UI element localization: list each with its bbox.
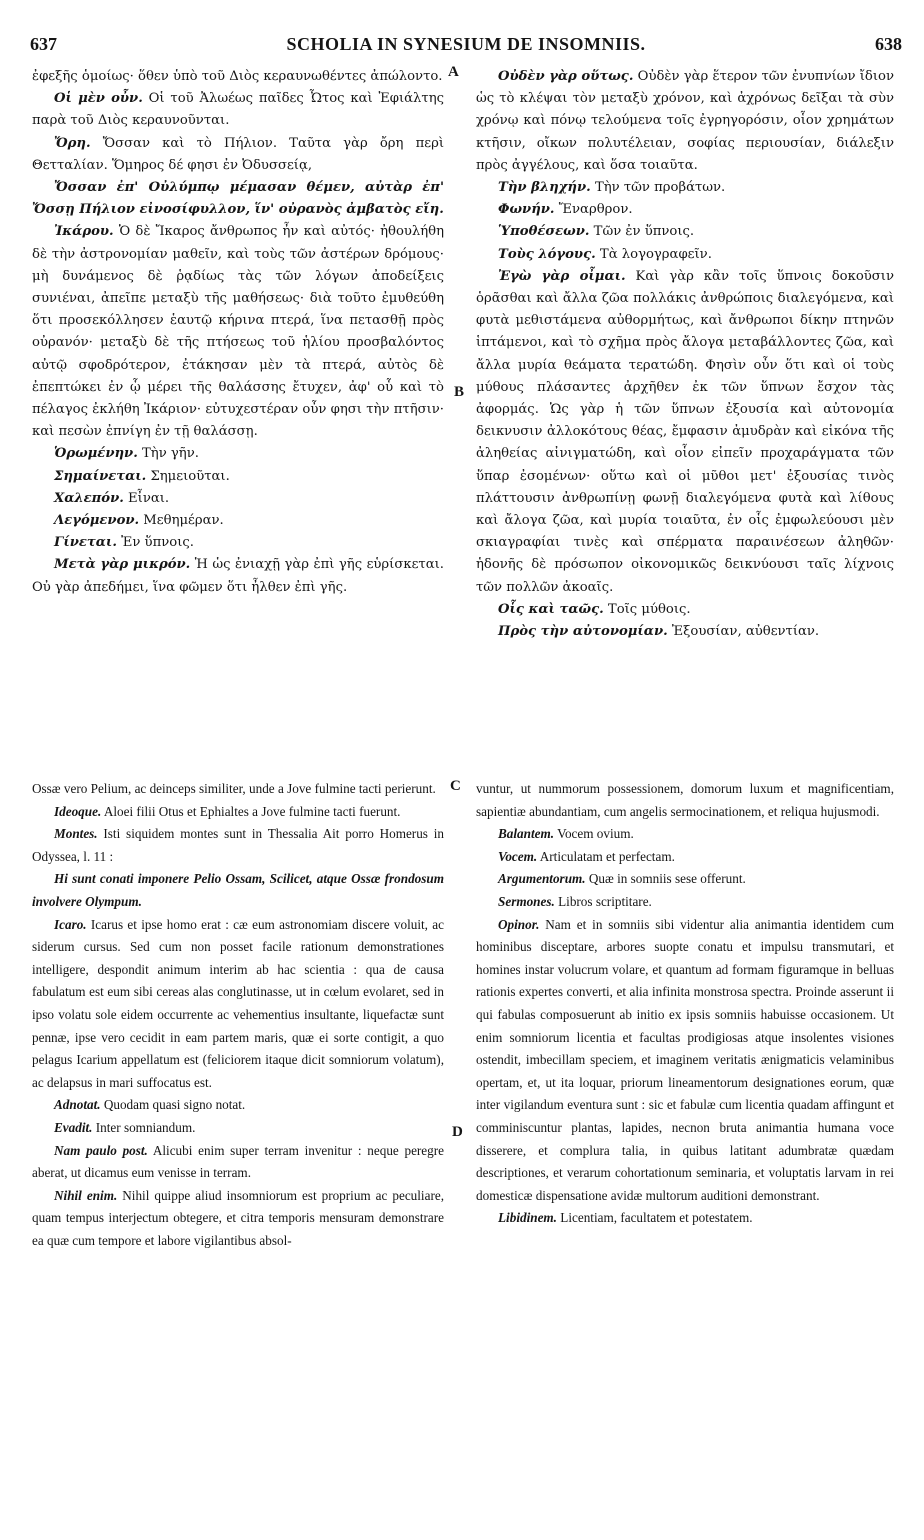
page-number-right: 638: [875, 34, 902, 54]
paragraph: [476, 891, 894, 914]
lemma: Λεγόμενον.: [54, 513, 140, 529]
paragraph-text: Σημειοῦται.: [146, 468, 230, 484]
paragraph: [32, 868, 444, 913]
paragraph-text: Aloei filii Otus et Ephialtes a Jove fulmine tacti fuerunt.: [101, 803, 401, 819]
lemma: Adnotat.: [54, 1097, 101, 1113]
lemma: Ἰκάρου.: [54, 224, 114, 240]
paragraph-text: Εἶναι.: [123, 490, 170, 506]
lemma: Οἷς καὶ ταῶς.: [498, 601, 604, 617]
lemma: Οὐδὲν γὰρ οὕτως.: [498, 69, 634, 84]
paragraph-text: Τὴν τῶν προβάτων.: [590, 180, 726, 196]
paragraph: [476, 199, 894, 221]
paragraph: [32, 801, 444, 824]
paragraph-text: Τῶν ἐν ὕπνοις.: [589, 224, 695, 240]
lemma: Balantem.: [498, 826, 555, 842]
paragraph-text: vuntur, ut nummorum possessionem, domorum luxum et magnificentiam, sapientiæ abundantiam, cum angelis sermocinationem, et reliqua hujusmodi.: [476, 781, 894, 819]
paragraph-text: ἐφεξῆς ὁμοίως· ὅθεν ὑπὸ τοῦ Διὸς κεραυνωθέντες ἀπώλοντο.: [32, 69, 443, 84]
paragraph-text: Inter somniandum.: [92, 1119, 196, 1135]
paragraph-text: Οἱ τοῦ Ἀλωέως παῖδες Ὦτος καὶ Ἐφιάλτης παρὰ τοῦ Διὸς κεραυνοῦνται.: [32, 91, 444, 129]
paragraph-text: Τὴν γῆν.: [137, 446, 199, 462]
paragraph-text: Οὐδὲν γὰρ ἕτερον τῶν ἐνυπνίων ἴδιον ὡς τὸ κλέψαι τὸν μεταξὺ χρόνον, καὶ ἀχρόνως δεῖξαι τὰ σὺν χρόνῳ καὶ πόνῳ τελούμενα τοῖς ἐγρηγορόσιν, οἷον χρημάτων κτῆσιν, οἴκων πολυτέλειαν, σοφίας περιουσίαν, διάλεξιν πρὸς ἀγγέλους, καὶ ὅσα τοιαῦτα.: [476, 69, 894, 173]
margin-letter-d: D: [452, 1124, 463, 1140]
lemma: Τὴν βληχήν.: [498, 180, 591, 196]
paragraph: [32, 1140, 444, 1185]
paragraph-text: Licentiam, facultatem et potestatem.: [556, 1210, 753, 1226]
paragraph: [32, 532, 444, 554]
lemma: Hi sunt conati imponere Pelio Ossam, Scilicet, atque Ossæ frondosum involvere Olympum.: [32, 871, 444, 909]
paragraph-text: Quodam quasi signo notat.: [100, 1097, 246, 1113]
lemma: Χαλεπόν.: [54, 490, 124, 506]
paragraph-text: Τοῖς μύθοις.: [603, 601, 691, 617]
lemma: Τοὺς λόγους.: [498, 246, 596, 262]
lemma: Οἱ μὲν οὖν.: [54, 91, 143, 107]
lemma: Ἐγὼ γὰρ οἶμαι.: [498, 268, 626, 284]
paragraph-text: Vocem ovium.: [554, 826, 634, 842]
lemma: Ὑποθέσεων.: [498, 224, 590, 240]
paragraph: [32, 443, 444, 465]
paragraph: [476, 621, 894, 643]
paragraph-text: Nihil quippe aliud insomniorum est proprium ac peculiare, quam tempus interjectum obtegere, et citra temporis mensuram demonstrare ea quæ cum tempore et labore vigilantibus absol-: [32, 1187, 444, 1248]
paragraph-text: Ὁ δὲ Ἴκαρος ἄνθρωπος ἦν καὶ αὐτός· ἠθουλήθη δὲ τὴν ἀστρονομίαν μαθεῖν, καὶ τοὺς τῶν ἀστέρων δρόμους· μὴ δυνάμενος δὲ ῥᾳδίως τὰς τῶν λόγων ἀποδείξεις συνιέναι, ἀπεῖπε μεταξὺ τῆς μαθήσεως· διὰ τοῦτο ἐμυθεύθη ὅτι προσεκόλλησεν ἑαυτῷ κήρινα πτερά, ἵνα πετασθῇ πρὸς οὐρανόν· μεταξὺ δὲ τῆς πτήσεως τοῦ ἡλίου προσβαλόντος αὐτῷ σφοδρότερον, ἐτάκησαν μὲν τὰ πτερά, αὐτὸς δὲ ἐπεπτώκει ἐν ᾧ μέρει τῆς θαλάσσης ἔτυχεν, ἀφ' οὗ καὶ τὸ πέλαγος ἐκλήθη Ἰκάριον· εὐτυχεστέραν οὖν φησι τὴν πτῆσιν· καὶ πεσὼν ἐπνίγη ἐν τῇ θαλάσσῃ.: [32, 224, 444, 440]
paragraph: [476, 244, 894, 266]
lemma: Σημαίνεται.: [54, 468, 147, 484]
paragraph-text: Libros scriptitare.: [554, 893, 652, 909]
paragraph: [476, 846, 894, 869]
paragraph: [32, 778, 444, 801]
paragraph: [32, 510, 444, 532]
paragraph-text: Quæ in somniis sese offerunt.: [585, 871, 746, 887]
paragraph-text: Ἔναρθρον.: [554, 202, 633, 218]
paragraph-text: Καὶ γὰρ κἂν τοῖς ὕπνοις δοκοῦσιν ὁρᾶσθαι καὶ ἄλλα ζῶα πολλάκις ἀνθρώποις διαλεγόμενα, καὶ φυτὰ μεθιστάμενα αὐθορμήτως, καὶ ἄνθρωποι δίκην πτηνῶν ἱπτάμενοι, καὶ τὸ σχῆμα πρὸς ἄλογα μεταβάλλοντες ζῶα, καὶ ἄλλα μυρία θεάματα τερατώδη. Φησὶν οὖν ὅτι καὶ οἱ τοὺς μύθους πλάσαντες ἀρχῆθεν ἐκ τῶν ὕπνων ἔσχον τὰς ἀφορμάς. Ὡς γὰρ ἡ τῶν ὕπνων ἐξουσία καὶ αὐτονομία δεικνυσιν ἀλλοκότους θέας, ἔμφασιν ἀμυδρὰν καὶ εἰκόνα τῆς ἀληθείας αἰνιγματώδη, καὶ οἷον εἰπεῖν προχαράγματα τῶν ὕπαρ ἐσομένων· οὕτω καὶ οἱ μῦθοι μετ' ἐξουσίας τινὸς πλάττουσιν ἀνθρωπίνῃ φωνῇ διαλεγόμενα φυτὰ καὶ λίθους καὶ ἄλογα ζῶα, καὶ μυρία τοιαῦτα, ἐν οἷς ἐμφωλεύουσι μὲν σκιαγραφίαι τινὲς καὶ σπέρματα παραινέσεων ἀληθῶν· ἡδονῆς δὲ πρόσωπον οἰκονομικῶς δεικνύουσι ταῖς λίχνοις τῶν πολλῶν ἀκοαῖς.: [476, 268, 894, 595]
lemma: Vocem.: [498, 848, 538, 864]
paragraph-text: Articulatam et perfectam.: [537, 848, 675, 864]
paragraph-text: Ἡ ὡς ἐνιαχῇ γὰρ ἐπὶ γῆς εὑρίσκεται. Οὐ γὰρ ἀπεδήμει, ἵνα φῶμεν ὅτι ἦλθεν ἐπὶ γῆς.: [32, 557, 444, 595]
lemma: Ὄσσαν ἐπ' Οὐλύμπῳ μέμασαν θέμεν, αὐτὰρ ἐπ' Ὄσσῃ Πήλιον εἰνοσίφυλλον, ἵν' οὐρανὸς ἀμβατὸς εἴη.: [32, 180, 444, 218]
lemma: Sermones.: [498, 893, 555, 909]
margin-letter-c: C: [450, 778, 461, 794]
paragraph-text: Ἐξουσίαν, αὐθεντίαν.: [667, 624, 820, 640]
latin-column-right: [476, 778, 894, 1532]
lemma: Evadit.: [54, 1119, 93, 1135]
paragraph-text: Ἐν ὕπνοις.: [116, 535, 194, 551]
paragraph: [476, 221, 894, 243]
running-header: [30, 34, 902, 60]
paragraph: [32, 1094, 444, 1117]
lemma: Nihil enim.: [54, 1187, 118, 1203]
paragraph: [476, 177, 894, 199]
paragraph: [476, 868, 894, 891]
paragraph: [476, 823, 894, 846]
paragraph-text: Ὄσσαν καὶ τὸ Πήλιον. Ταῦτα γὰρ ὄρη περὶ Θετταλίαν. Ὅμηρος δέ φησι ἐν Ὀδυσσείᾳ,: [32, 135, 444, 173]
paragraph: [32, 1185, 444, 1253]
lemma: Ὁρωμένην.: [54, 446, 138, 462]
paragraph: [32, 66, 444, 88]
lemma: Ὄρη.: [54, 135, 91, 151]
lemma: Φωνήν.: [498, 202, 555, 218]
paragraph-text: Μεθημέραν.: [139, 513, 224, 529]
lemma: Opinor.: [498, 916, 540, 932]
lemma: Ideoque.: [54, 803, 102, 819]
paragraph: [32, 133, 444, 177]
greek-column-right: [476, 66, 894, 764]
lemma: Μετὰ γὰρ μικρόν.: [54, 557, 191, 573]
lemma: Libidinem.: [498, 1210, 557, 1226]
paragraph: [476, 914, 894, 1208]
lemma: Nam paulo post.: [54, 1142, 148, 1158]
paragraph: [32, 1117, 444, 1140]
paragraph-text: Icarus et ipse homo erat : cæ eum astronomiam discere voluit, ac siderum cursus. Sed cum non posset facile rationum demonstrationes intelligere, despondit animum interim ab hac scientia : qua de causa fabulatum est eum sibi cereas alas conglutinasse, ut in cœlum evolaret, sed in ipso volatu sole eidem occurrente ac vehementius insultante, liquefactæ sunt pennæ, ipse vero cecidit in eam partem maris, quæ ei sorte contigit, a quo pelagus Icarium appellatum est (feliciorem itaque dicit somniorum volatum), ac delapsus in mari suffocatus est.: [32, 916, 444, 1090]
paragraph-text: Ossæ vero Pelium, ac deinceps similiter, unde a Jove fulmine tacti perierunt.: [32, 781, 436, 796]
paragraph-text: Nam et in somniis sibi videntur alia animantia identidem cum hominibus disceptare, arbores suopte conatu et impulsu transmutari, et homines instar volucrum volare, et quantum ad formam figuramque in belluas rationis expertes converti, et alia infinita monstrosa spectra. Proinde asserunt ii qui fabulas composuerunt ab initio ex ipsis somniis habuisse occasionem. Ut enim somniorum licentia et facultas prodigiosas atque insolentes visiones ostendit, imbecillam speciem, et imaginem veritatis ænigmaticis velaminibus opertam, et, ut ita loquar, priorum lineamentorum designationes eorum, quæ inter vigilandum eventura sunt : sic et fabulæ cum licentia quadam affingunt et comminiscuntur plantas, lapides, necnon bruta animantia humana voce disserere, et complura talia, in quibus latitant adumbratæ quædam descriptiones, et verarum cohortationum seminaria, et voluptatis larvam in rei domesticæ dispensatione avidæ multorum auditioni demonstrant.: [476, 916, 894, 1203]
paragraph: [32, 88, 444, 132]
paragraph-text: Τὰ λογογραφεῖν.: [595, 246, 712, 262]
paragraph: [476, 66, 894, 177]
page-title: SCHOLIA IN SYNESIUM DE INSOMNIIS.: [286, 34, 646, 54]
paragraph: [32, 823, 444, 868]
paragraph: [32, 914, 444, 1095]
lemma: Argumentorum.: [498, 871, 586, 887]
lemma: Icaro.: [54, 916, 87, 932]
margin-letter-a: A: [448, 64, 459, 80]
paragraph: [32, 221, 444, 443]
paragraph: [32, 466, 444, 488]
greek-column-left: [32, 66, 444, 764]
paragraph: [32, 488, 444, 510]
paragraph: [476, 599, 894, 621]
paragraph: [476, 266, 894, 599]
lemma: Γίνεται.: [54, 535, 117, 551]
lemma: Πρὸς τὴν αὐτονομίαν.: [498, 624, 668, 640]
paragraph-text: Alicubi enim super terram invenitur : neque peregre aberat, ut dicamus eum venisse in terram.: [32, 1142, 444, 1181]
paragraph: [476, 1207, 894, 1230]
page-number-left: 637: [30, 34, 57, 54]
paragraph: [32, 554, 444, 598]
paragraph-text: Isti siquidem montes sunt in Thessalia Ait porro Homerus in Odyssea, l. 11 :: [32, 826, 444, 864]
lemma: Montes.: [54, 826, 98, 842]
latin-column-left: [32, 778, 444, 1532]
paragraph: [476, 778, 894, 823]
margin-letter-b: B: [454, 384, 465, 400]
paragraph: [32, 177, 444, 221]
